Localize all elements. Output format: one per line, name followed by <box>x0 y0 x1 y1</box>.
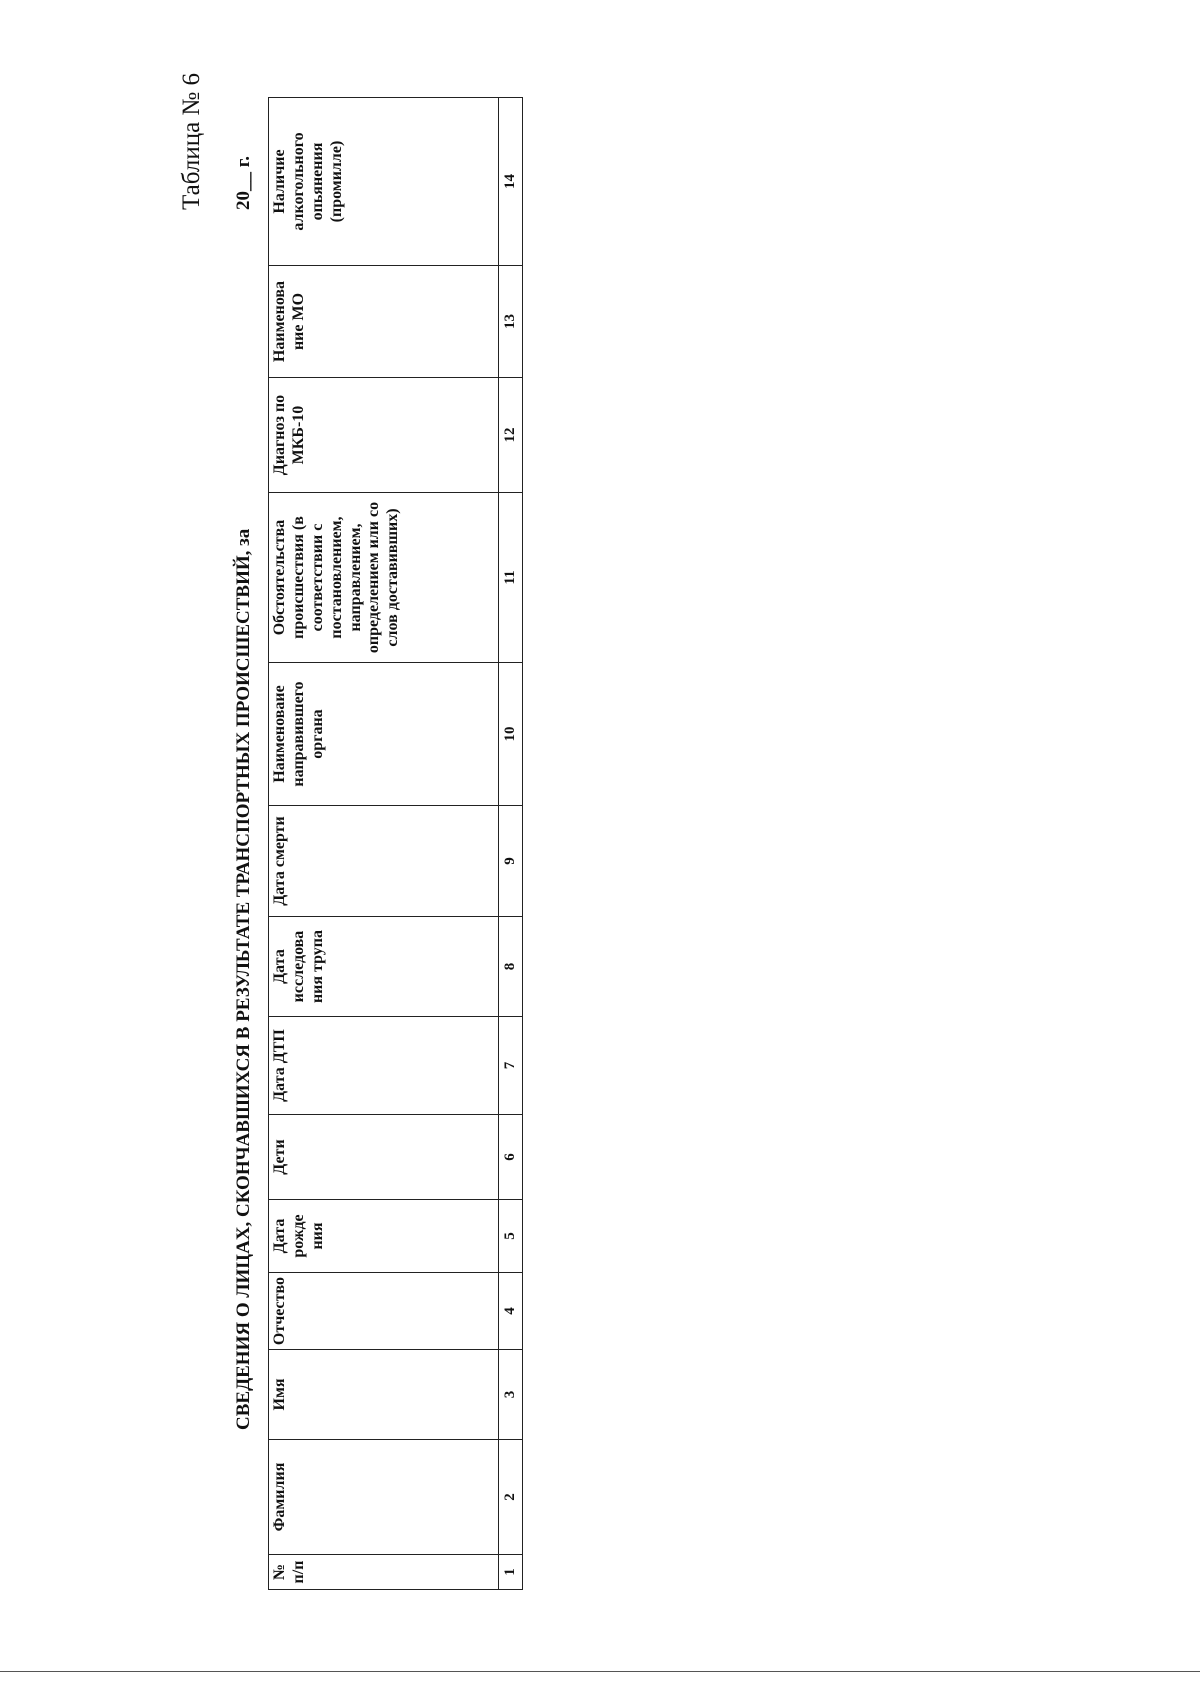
deceased-persons-table <box>268 97 523 1590</box>
table-number: Таблица № 6 <box>178 72 205 210</box>
column-number-cell: 7 <box>499 1017 523 1115</box>
header-cell-accident-date: Дата ДТП <box>269 1017 499 1115</box>
column-number-cell: 3 <box>499 1350 523 1440</box>
column-number-cell: 14 <box>499 98 523 266</box>
header-cell-examination-date: Дата исследова ния трупа <box>269 917 499 1017</box>
bottom-divider <box>0 1671 1200 1672</box>
header-cell-name: Имя <box>269 1350 499 1440</box>
document-title: СВЕДЕНИЯ О ЛИЦАХ, СКОНЧАВШИХСЯ В РЕЗУЛЬТАТЕ ТРАНСПОРТНЫХ ПРОИСШЕСТВИЙ, за <box>233 528 254 1430</box>
column-number-cell: 11 <box>499 493 523 663</box>
column-number-cell: 12 <box>499 378 523 493</box>
header-cell-death-date: Дата смерти <box>269 806 499 917</box>
column-number-cell: 1 <box>499 1555 523 1590</box>
column-number-cell: 4 <box>499 1273 523 1350</box>
header-cell-patronymic: Отчество <box>269 1273 499 1350</box>
header-cell-birth-date: Дата рожде ния <box>269 1200 499 1273</box>
header-cell-surname: Фамилия <box>269 1440 499 1555</box>
header-cell-medical-organization: Наименова ние МО <box>269 266 499 378</box>
column-number-cell: 2 <box>499 1440 523 1555</box>
column-number-cell: 9 <box>499 806 523 917</box>
column-number-cell: 5 <box>499 1200 523 1273</box>
column-number-cell: 10 <box>499 663 523 806</box>
column-number-cell: 8 <box>499 917 523 1017</box>
year-field: 20__ г. <box>233 156 254 210</box>
column-number-cell: 6 <box>499 1115 523 1200</box>
header-cell-diagnosis: Диагноз по МКБ-10 <box>269 378 499 493</box>
header-cell-referring-body: Наименоваие направившего органа <box>269 663 499 806</box>
header-cell-number: № п/п <box>269 1555 499 1590</box>
header-row <box>269 98 499 1590</box>
rotated-page <box>0 0 600 1600</box>
column-number-cell: 13 <box>499 266 523 378</box>
column-number-row <box>499 98 523 1590</box>
header-cell-children: Дети <box>269 1115 499 1200</box>
header-cell-circumstances: Обстоятельства происшествия (в соответствии с постановлением, направлением, определением или со слов доставивших) <box>269 493 499 663</box>
header-cell-alcohol: Наличие алкогольного опьянения (промилле) <box>269 98 499 266</box>
